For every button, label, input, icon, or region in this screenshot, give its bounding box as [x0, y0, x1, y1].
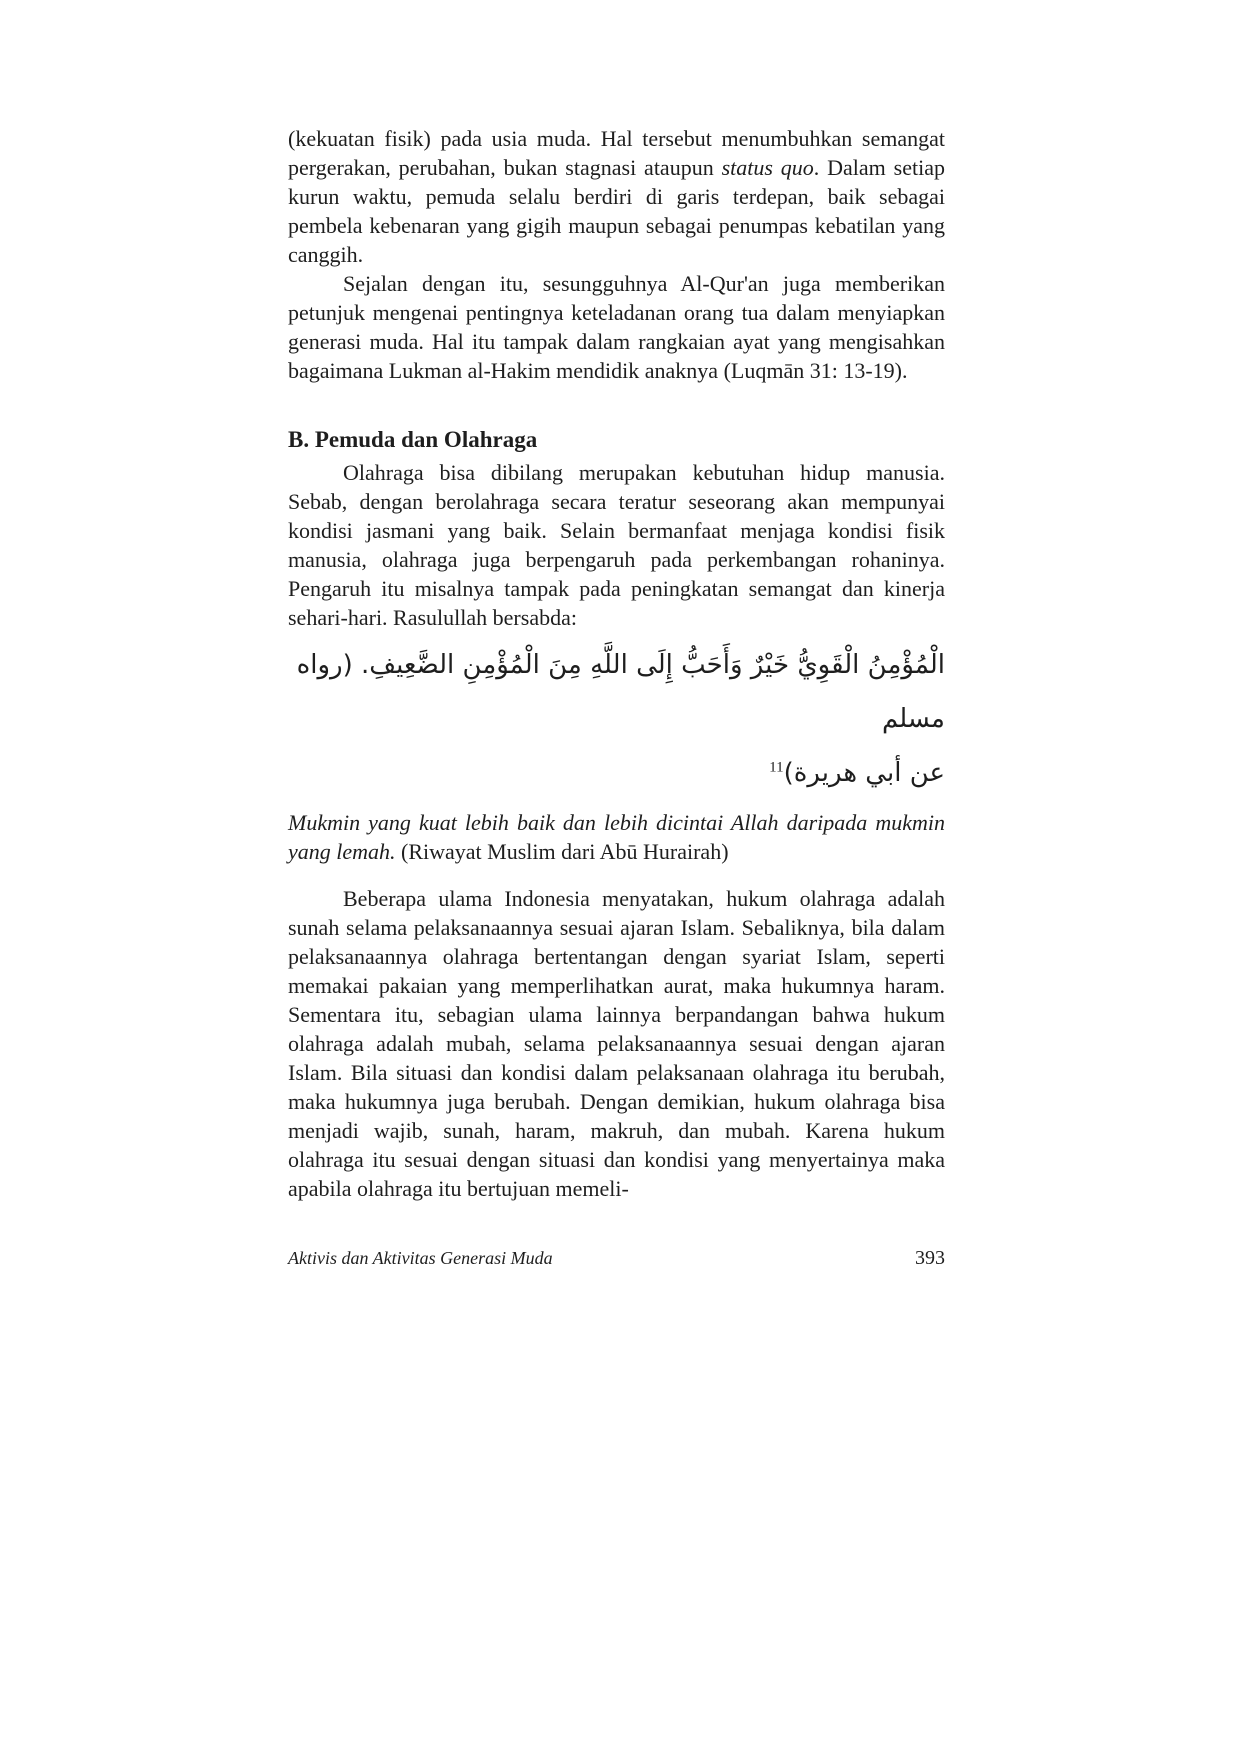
page-content [288, 124, 945, 1203]
hadith-translation-source: (Riwayat Muslim dari Abū Hurairah) [395, 839, 729, 864]
footer-running-title: Aktivis dan Aktivitas Generasi Muda [288, 1248, 553, 1268]
page-number: 393 [915, 1247, 945, 1269]
arabic-hadith-line-2-text: عن أبي هريرة) [783, 758, 945, 788]
footnote-marker: 11 [769, 759, 784, 776]
paragraph-1-italic-term: status quo [721, 155, 814, 180]
page-footer [288, 1246, 945, 1270]
arabic-hadith-quote [288, 638, 945, 800]
hadith-translation [288, 808, 945, 866]
paragraph-4: Beberapa ulama Indonesia menyatakan, hukum olahraga adalah sunah selama pelaksanaannya sesuai ajaran Islam. Sebaliknya, bila dalam pelaksanaannya olahraga bertentangan dengan syariat Islam, seperti memakai pakaian yang memperlihatkan aurat, maka hukumnya haram. Sementara itu, sebagian ulama lainnya berpandangan bahwa hukum olahraga adalah mubah, selama pelaksanaannya sesuai dengan ajaran Islam. Bila situasi dan kondisi dalam pelaksanaan olahraga itu berubah, maka hukumnya juga berubah. Dengan demikian, hukum olahraga bisa menjadi wajib, sunah, haram, makruh, dan mubah. Karena hukum olahraga itu sesuai dengan situasi dan kondisi yang menyertainya maka apabila olahraga itu bertujuan memeli- [288, 886, 945, 1201]
paragraph-continued [288, 124, 945, 269]
paragraph-3: Olahraga bisa dibilang merupakan kebutuhan hidup manusia. Sebab, dengan berolahraga secara teratur seseorang akan mempunyai kondisi jasmani yang baik. Selain bermanfaat menjaga kondisi fisik manusia, olahraga juga berpengaruh pada perkembangan rohaninya. Pengaruh itu misalnya tampak pada peningkatan semangat dan kinerja sehari-hari. Rasulullah bersabda: [288, 460, 945, 630]
paragraph-1-pre: (kekuatan fisik) pada usia muda. Hal tersebut menumbuhkan semangat pergerakan, perubahan, bukan stagnasi ataupun [288, 126, 945, 180]
section-heading: B. Pemuda dan Olahraga [288, 427, 538, 452]
arabic-hadith-line-1: الْمُؤْمِنُ الْقَوِيُّ خَيْرٌ وَأَحَبُّ إِلَى اللَّهِ مِنَ الْمُؤْمِنِ الضَّعِيفِ. (رواه مسلم [296, 650, 945, 734]
arabic-hadith-line-2 [288, 746, 945, 800]
paragraph-2: Sejalan dengan itu, sesungguhnya Al-Qur'an juga memberikan petunjuk mengenai pentingnya keteladanan orang tua dalam menyiapkan generasi muda. Hal itu tampak dalam rangkaian ayat yang mengisahkan bagaimana Lukman al-Hakim mendidik anaknya (Luqmān 31: 13-19). [288, 271, 945, 383]
hadith-translation-italic: Mukmin yang kuat lebih baik dan lebih dicintai Allah daripada mukmin yang lemah. [288, 810, 945, 864]
paragraph-1-post: . Dalam setiap kurun waktu, pemuda selalu berdiri di garis terdepan, baik sebagai pembela kebenaran yang gigih maupun sebagai penumpas kebatilan yang canggih. [288, 155, 945, 267]
